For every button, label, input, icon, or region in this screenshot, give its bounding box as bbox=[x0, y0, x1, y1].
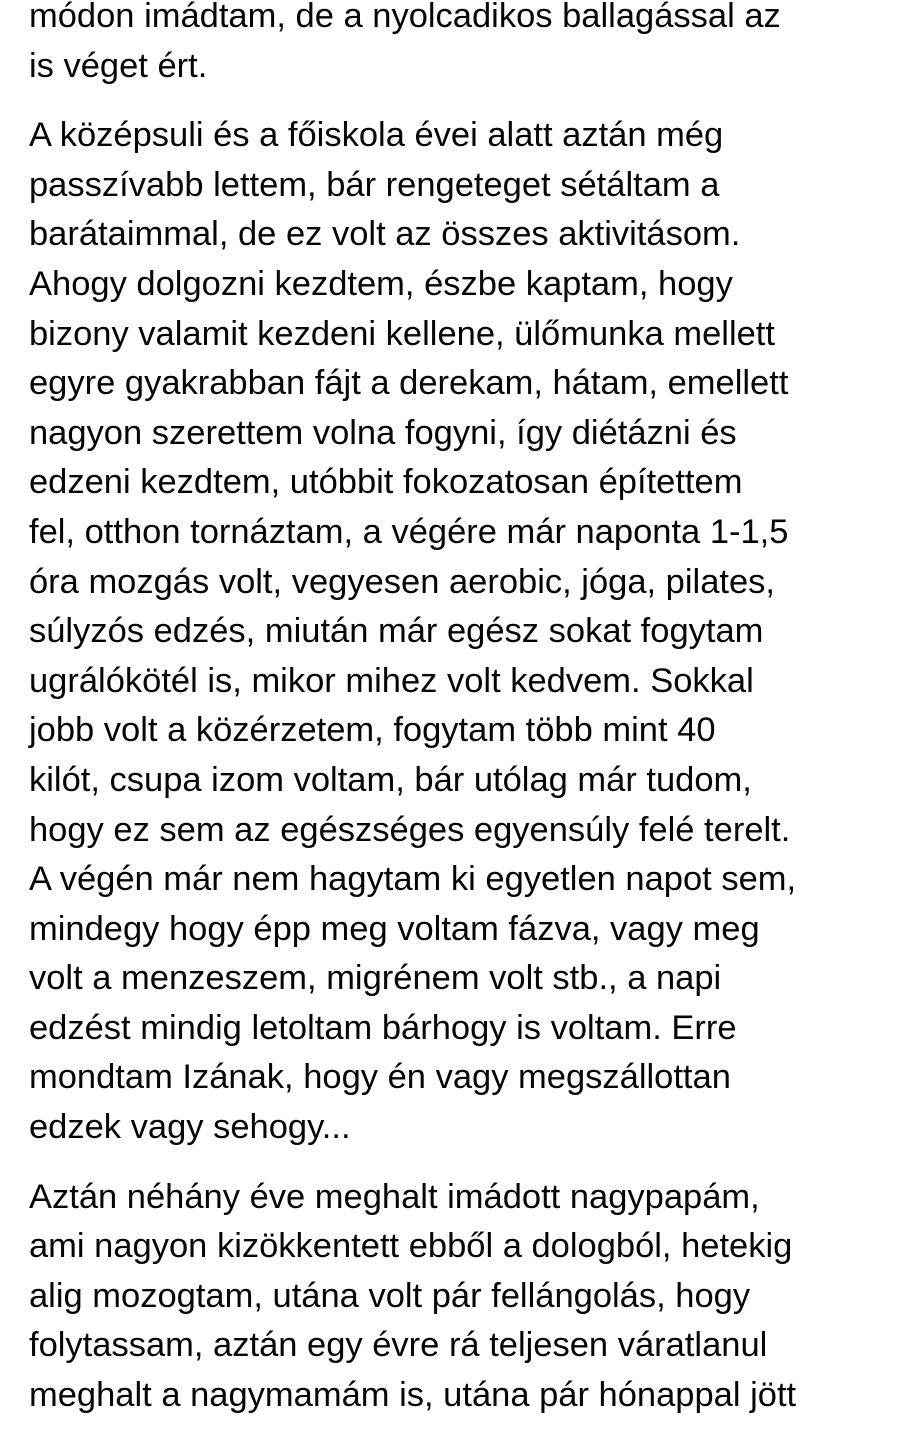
text-line: egyre gyakrabban fájt a derekam, hátam, emellett bbox=[29, 364, 789, 403]
text-line: bizony valamit kezdeni kellene, ülőmunka mellett bbox=[29, 314, 775, 353]
text-line: ami nagyon kizökkentett ebből a dologból, hetekig bbox=[29, 1227, 793, 1266]
paragraph-1 bbox=[29, 0, 909, 91]
paragraph-3 bbox=[29, 1173, 909, 1421]
text-line: mondtam Izának, hogy én vagy megszállottan bbox=[29, 1058, 731, 1097]
text-line: kilót, csupa izom voltam, bár utólag már tudom, bbox=[29, 760, 752, 799]
paragraph-spacer bbox=[29, 91, 909, 111]
text-line: Aztán néhány éve meghalt imádott nagypapám, bbox=[29, 1177, 760, 1216]
text-line: hogy ez sem az egészséges egyensúly felé terelt. bbox=[29, 810, 791, 849]
text-line: nagyon szerettem volna fogyni, így diétázni és bbox=[29, 413, 737, 452]
text-line: jobb volt a közérzetem, fogytam több mint 40 bbox=[29, 711, 716, 750]
text-line: passzívabb lettem, bár rengeteget sétáltam a bbox=[29, 165, 720, 204]
text-line: edzek vagy sehogy... bbox=[29, 1108, 351, 1147]
paragraph-2 bbox=[29, 111, 909, 1152]
text-line: is véget ért. bbox=[29, 46, 208, 85]
text-line: óra mozgás volt, vegyesen aerobic, jóga, pilates, bbox=[29, 562, 775, 601]
text-line: barátaimmal, de ez volt az összes aktivitásom. bbox=[29, 215, 741, 254]
text-line: módon imádtam, de a nyolcadikos ballagással az bbox=[29, 0, 781, 35]
text-line: Ahogy dolgozni kezdtem, észbe kaptam, hogy bbox=[29, 264, 733, 303]
text-line: fel, otthon tornáztam, a végére már naponta 1-1,5 bbox=[29, 512, 789, 551]
text-line: edzeni kezdtem, utóbbit fokozatosan építettem bbox=[29, 463, 743, 502]
text-line: A végén már nem hagytam ki egyetlen napot sem, bbox=[29, 860, 797, 899]
text-line: ugrálókötél is, mikor mihez volt kedvem. Sokkal bbox=[29, 661, 754, 700]
paragraph-spacer bbox=[29, 1153, 909, 1173]
text-line: súlyzós edzés, miután már egész sokat fogytam bbox=[29, 612, 764, 651]
text-line: A középsuli és a főiskola évei alatt aztán még bbox=[29, 116, 724, 155]
text-line: alig mozogtam, utána volt pár fellángolás, hogy bbox=[29, 1276, 751, 1315]
text-line: edzést mindig letoltam bárhogy is voltam. Erre bbox=[29, 1008, 737, 1047]
text-line: volt a menzeszem, migrénem volt stb., a napi bbox=[29, 959, 722, 998]
text-line: mindegy hogy épp meg voltam fázva, vagy meg bbox=[29, 909, 760, 948]
text-line: folytassam, aztán egy évre rá teljesen váratlanul bbox=[29, 1326, 768, 1365]
text-line: meghalt a nagymamám is, utána pár hónappal jött bbox=[29, 1376, 797, 1415]
post-body-text bbox=[29, 0, 909, 1421]
